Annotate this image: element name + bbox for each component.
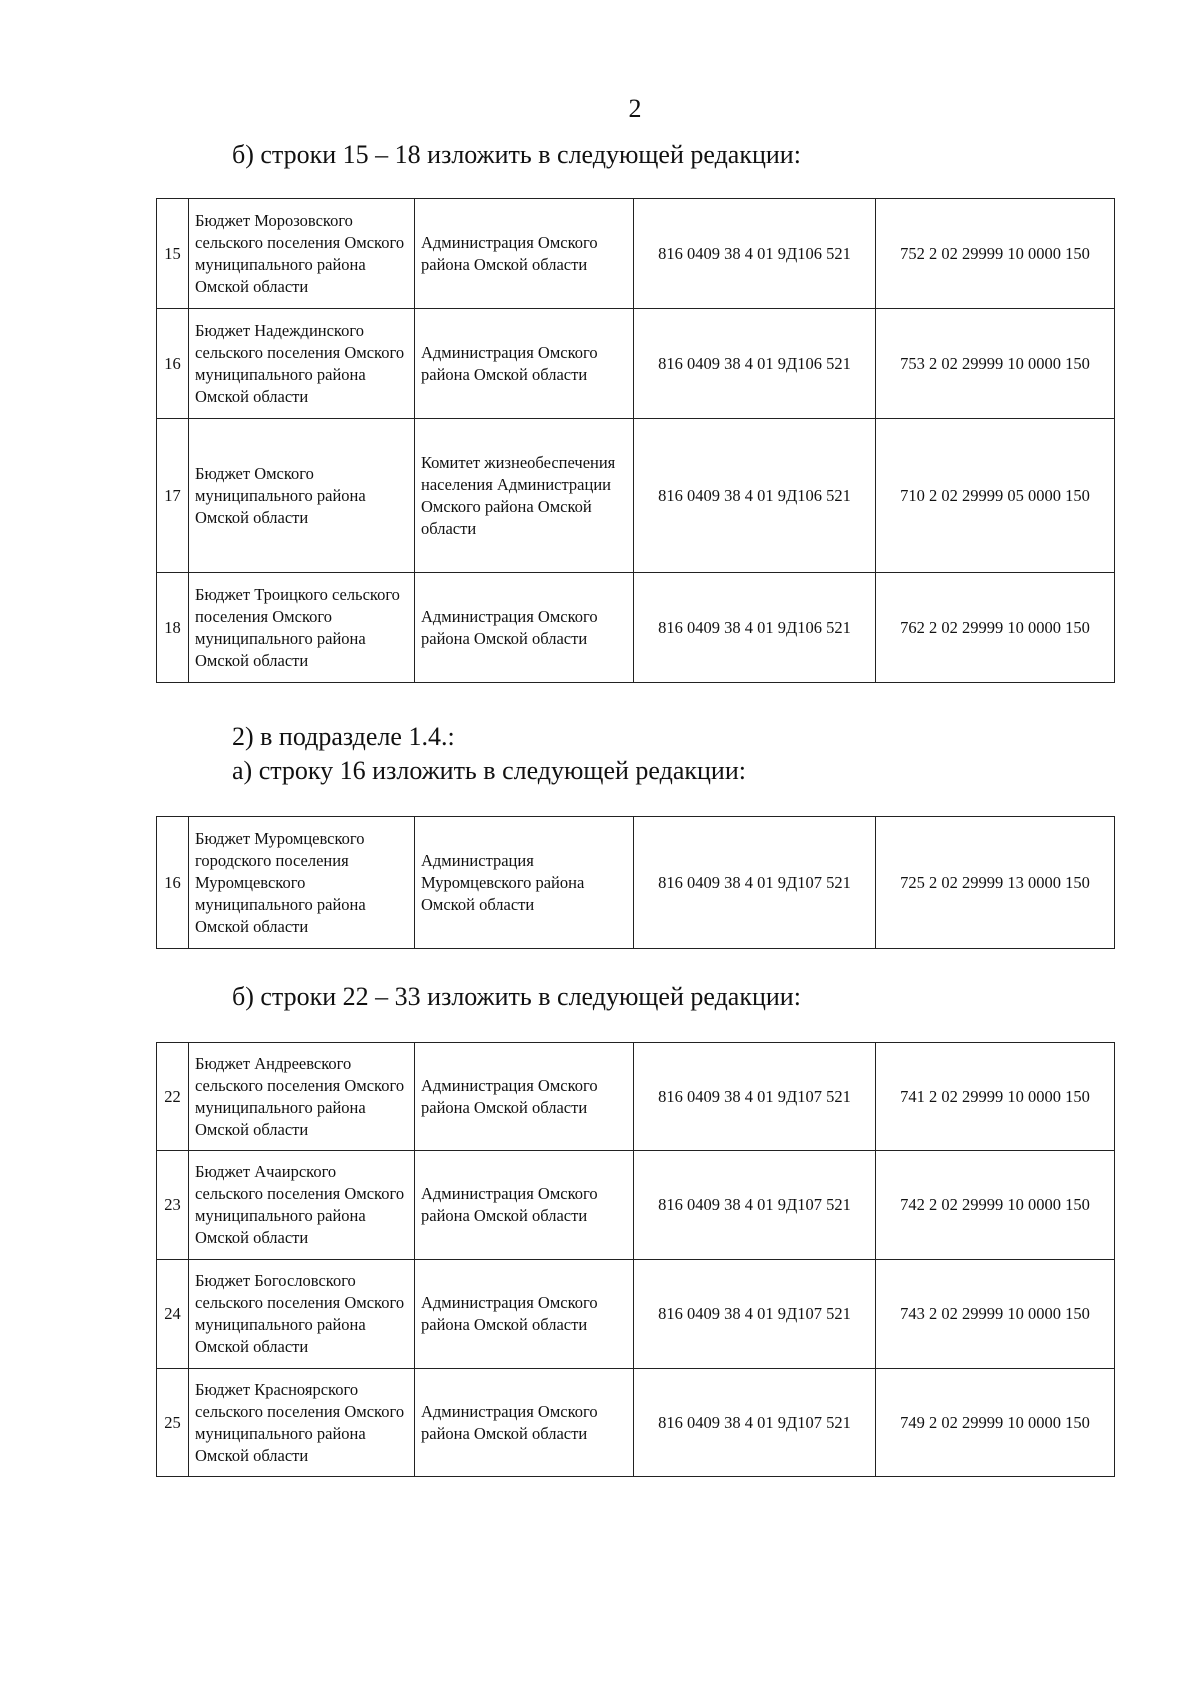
budget-cell: Бюджет Морозовского сельского поселения Омского муниципального района Омской области — [189, 199, 415, 309]
income-code-cell: 749 2 02 29999 10 0000 150 — [876, 1369, 1115, 1477]
expense-code-cell: 816 0409 38 4 01 9Д107 521 — [634, 1369, 876, 1477]
row-number: 23 — [157, 1151, 189, 1260]
budget-cell: Бюджет Муромцевского городского поселения Муромцевского муниципального района Омской области — [189, 817, 415, 949]
section-heading-rows-22-33: б) строки 22 – 33 изложить в следующей редакции: — [232, 982, 801, 1011]
table-row — [157, 1260, 1115, 1369]
table-row — [157, 573, 1115, 683]
administrator-cell: Администрация Омского района Омской области — [415, 573, 634, 683]
expense-code-cell: 816 0409 38 4 01 9Д107 521 — [634, 1260, 876, 1369]
section-heading-row-16: а) строку 16 изложить в следующей редакции: — [232, 756, 746, 785]
row-number: 22 — [157, 1043, 189, 1151]
administrator-cell: Администрация Омского района Омской области — [415, 1369, 634, 1477]
row-number: 18 — [157, 573, 189, 683]
row-number: 15 — [157, 199, 189, 309]
row-number: 17 — [157, 419, 189, 573]
expense-code-cell: 816 0409 38 4 01 9Д106 521 — [634, 309, 876, 419]
administrator-cell: Администрация Омского района Омской области — [415, 1151, 634, 1260]
budget-cell: Бюджет Надеждинского сельского поселения Омского муниципального района Омской области — [189, 309, 415, 419]
table-row — [157, 419, 1115, 573]
expense-code-cell: 816 0409 38 4 01 9Д107 521 — [634, 1151, 876, 1260]
income-code-cell: 710 2 02 29999 05 0000 150 — [876, 419, 1115, 573]
expense-code-cell: 816 0409 38 4 01 9Д106 521 — [634, 199, 876, 309]
budget-cell: Бюджет Троицкого сельского поселения Омского муниципального района Омской области — [189, 573, 415, 683]
administrator-cell: Администрация Омского района Омской области — [415, 199, 634, 309]
administrator-cell: Администрация Омского района Омской области — [415, 1043, 634, 1151]
expense-code-cell: 816 0409 38 4 01 9Д107 521 — [634, 1043, 876, 1151]
row-number: 16 — [157, 817, 189, 949]
page-number: 2 — [628, 94, 642, 123]
income-code-cell: 762 2 02 29999 10 0000 150 — [876, 573, 1115, 683]
administrator-cell: Комитет жизнеобеспечения населения Администрации Омского района Омской области — [415, 419, 634, 573]
table-row — [157, 1151, 1115, 1260]
budget-cell: Бюджет Богословского сельского поселения Омского муниципального района Омской области — [189, 1260, 415, 1369]
section-heading-rows-15-18: б) строки 15 – 18 изложить в следующей редакции: — [232, 140, 801, 169]
table-row — [157, 1369, 1115, 1477]
table-row — [157, 1043, 1115, 1151]
expense-code-cell: 816 0409 38 4 01 9Д107 521 — [634, 817, 876, 949]
table-row — [157, 309, 1115, 419]
administrator-cell: Администрация Муромцевского района Омской области — [415, 817, 634, 949]
expense-code-cell: 816 0409 38 4 01 9Д106 521 — [634, 573, 876, 683]
budget-table-3 — [156, 1042, 1115, 1477]
expense-code-cell: 816 0409 38 4 01 9Д106 521 — [634, 419, 876, 573]
income-code-cell: 742 2 02 29999 10 0000 150 — [876, 1151, 1115, 1260]
income-code-cell: 752 2 02 29999 10 0000 150 — [876, 199, 1115, 309]
row-number: 25 — [157, 1369, 189, 1477]
budget-table-2 — [156, 816, 1115, 949]
budget-cell: Бюджет Андреевского сельского поселения Омского муниципального района Омской области — [189, 1043, 415, 1151]
row-number: 24 — [157, 1260, 189, 1369]
budget-cell: Бюджет Ачаирского сельского поселения Омского муниципального района Омской области — [189, 1151, 415, 1260]
income-code-cell: 725 2 02 29999 13 0000 150 — [876, 817, 1115, 949]
administrator-cell: Администрация Омского района Омской области — [415, 309, 634, 419]
table-row — [157, 817, 1115, 949]
income-code-cell: 743 2 02 29999 10 0000 150 — [876, 1260, 1115, 1369]
row-number: 16 — [157, 309, 189, 419]
income-code-cell: 753 2 02 29999 10 0000 150 — [876, 309, 1115, 419]
budget-table-1 — [156, 198, 1115, 683]
income-code-cell: 741 2 02 29999 10 0000 150 — [876, 1043, 1115, 1151]
budget-cell: Бюджет Омского муниципального района Омской области — [189, 419, 415, 573]
budget-cell: Бюджет Красноярского сельского поселения Омского муниципального района Омской области — [189, 1369, 415, 1477]
table-row — [157, 199, 1115, 309]
subsection-heading: 2) в подразделе 1.4.: — [232, 722, 455, 751]
administrator-cell: Администрация Омского района Омской области — [415, 1260, 634, 1369]
